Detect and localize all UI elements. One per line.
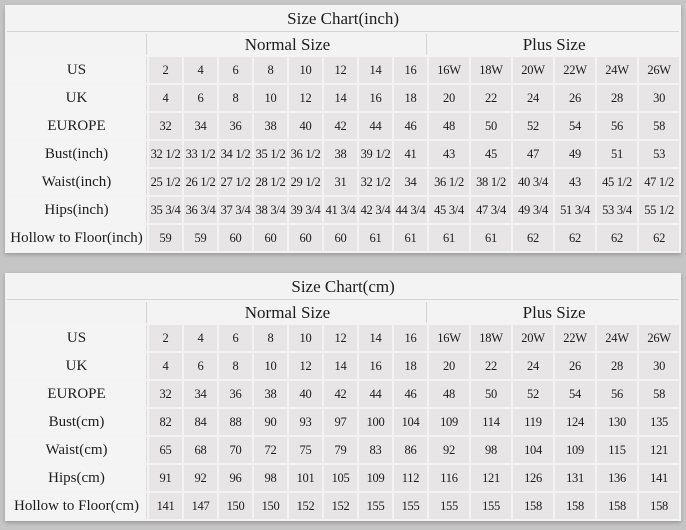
size-value-cell: 97 [324, 409, 357, 435]
size-value-cell: 52 [513, 113, 553, 139]
size-value-cell: 47 3/4 [471, 197, 511, 223]
plus-size-header: Plus Size [429, 302, 679, 323]
size-value-cell: 61 [359, 225, 392, 251]
size-value-cell: 18W [471, 325, 511, 351]
size-value-cell: 20 [429, 353, 469, 379]
row-label: Bust(inch) [7, 141, 147, 167]
size-value-cell: 44 3/4 [394, 197, 427, 223]
size-value-cell: 49 3/4 [513, 197, 553, 223]
size-value-cell: 35 1/2 [254, 141, 287, 167]
size-value-cell: 54 [555, 381, 595, 407]
size-value-cell: 155 [359, 493, 392, 519]
size-value-cell: 72 [254, 437, 287, 463]
size-value-cell: 4 [149, 353, 182, 379]
size-value-cell: 45 [471, 141, 511, 167]
size-value-cell: 150 [254, 493, 287, 519]
size-value-cell: 109 [555, 437, 595, 463]
size-value-cell: 150 [219, 493, 252, 519]
size-value-cell: 40 3/4 [513, 169, 553, 195]
size-value-cell: 116 [429, 465, 469, 491]
group-header-row [7, 34, 679, 55]
size-value-cell: 96 [219, 465, 252, 491]
size-value-cell: 155 [394, 493, 427, 519]
size-value-cell: 54 [555, 113, 595, 139]
size-value-cell: 104 [394, 409, 427, 435]
size-value-cell: 79 [324, 437, 357, 463]
size-value-cell: 32 1/2 [359, 169, 392, 195]
size-value-cell: 131 [555, 465, 595, 491]
title-row [7, 275, 679, 300]
size-value-cell: 16 [394, 325, 427, 351]
size-value-cell: 12 [324, 57, 357, 83]
row-label: Waist(cm) [7, 437, 147, 463]
size-value-cell: 61 [429, 225, 469, 251]
size-value-cell: 119 [513, 409, 553, 435]
size-value-cell: 29 1/2 [289, 169, 322, 195]
size-value-cell: 59 [184, 225, 217, 251]
size-value-cell: 22 [471, 353, 511, 379]
size-value-cell: 36 3/4 [184, 197, 217, 223]
table-row [7, 113, 679, 139]
size-value-cell: 26 [555, 85, 595, 111]
size-value-cell: 158 [513, 493, 553, 519]
group-header-row [7, 302, 679, 323]
size-value-cell: 60 [324, 225, 357, 251]
size-chart-cm-table [5, 273, 681, 521]
size-value-cell: 92 [184, 465, 217, 491]
size-value-cell: 35 3/4 [149, 197, 182, 223]
size-value-cell: 155 [471, 493, 511, 519]
size-value-cell: 62 [555, 225, 595, 251]
size-value-cell: 20W [513, 57, 553, 83]
size-value-cell: 115 [597, 437, 637, 463]
size-value-cell: 126 [513, 465, 553, 491]
size-value-cell: 84 [184, 409, 217, 435]
size-value-cell: 10 [254, 353, 287, 379]
size-value-cell: 16W [429, 325, 469, 351]
table-title: Size Chart(cm) [7, 275, 679, 300]
size-value-cell: 4 [184, 325, 217, 351]
size-value-cell: 44 [359, 113, 392, 139]
size-value-cell: 38 [324, 141, 357, 167]
table-row [7, 225, 679, 251]
size-value-cell: 70 [219, 437, 252, 463]
size-value-cell: 98 [254, 465, 287, 491]
size-value-cell: 41 3/4 [324, 197, 357, 223]
table-row [7, 493, 679, 519]
size-value-cell: 36 1/2 [429, 169, 469, 195]
size-value-cell: 53 3/4 [597, 197, 637, 223]
size-value-cell: 91 [149, 465, 182, 491]
size-value-cell: 55 1/2 [639, 197, 679, 223]
size-value-cell: 34 [184, 381, 217, 407]
size-value-cell: 36 [219, 381, 252, 407]
size-value-cell: 42 [324, 113, 357, 139]
size-value-cell: 6 [219, 325, 252, 351]
size-value-cell: 100 [359, 409, 392, 435]
size-value-cell: 2 [149, 325, 182, 351]
size-value-cell: 135 [639, 409, 679, 435]
size-value-cell: 65 [149, 437, 182, 463]
size-value-cell: 22W [555, 57, 595, 83]
size-value-cell: 20 [429, 85, 469, 111]
normal-size-header: Normal Size [149, 302, 427, 323]
size-value-cell: 6 [219, 57, 252, 83]
size-value-cell: 51 [597, 141, 637, 167]
size-value-cell: 36 1/2 [289, 141, 322, 167]
normal-size-header: Normal Size [149, 34, 427, 55]
size-chart-inch-body [7, 57, 679, 251]
size-value-cell: 112 [394, 465, 427, 491]
size-value-cell: 32 [149, 381, 182, 407]
size-value-cell: 24W [597, 325, 637, 351]
size-value-cell: 8 [219, 353, 252, 379]
table-row [7, 85, 679, 111]
size-value-cell: 27 1/2 [219, 169, 252, 195]
size-value-cell: 30 [639, 353, 679, 379]
size-value-cell: 124 [555, 409, 595, 435]
size-value-cell: 16 [394, 57, 427, 83]
size-value-cell: 62 [597, 225, 637, 251]
size-value-cell: 50 [471, 381, 511, 407]
table-row [7, 57, 679, 83]
size-value-cell: 34 [394, 169, 427, 195]
size-value-cell: 58 [639, 381, 679, 407]
size-value-cell: 59 [149, 225, 182, 251]
size-value-cell: 39 3/4 [289, 197, 322, 223]
size-value-cell: 88 [219, 409, 252, 435]
size-value-cell: 10 [289, 57, 322, 83]
size-value-cell: 28 [597, 353, 637, 379]
size-value-cell: 158 [597, 493, 637, 519]
size-value-cell: 60 [219, 225, 252, 251]
size-value-cell: 109 [359, 465, 392, 491]
size-value-cell: 12 [289, 85, 322, 111]
size-value-cell: 40 [289, 113, 322, 139]
table-row [7, 437, 679, 463]
size-value-cell: 147 [184, 493, 217, 519]
row-label: EUROPE [7, 381, 147, 407]
size-value-cell: 26 [555, 353, 595, 379]
size-value-cell: 32 [149, 113, 182, 139]
corner-cell [7, 302, 147, 323]
size-chart-inch-table [5, 5, 681, 253]
size-value-cell: 82 [149, 409, 182, 435]
size-value-cell: 56 [597, 113, 637, 139]
size-value-cell: 61 [471, 225, 511, 251]
size-value-cell: 38 [254, 113, 287, 139]
size-value-cell: 42 3/4 [359, 197, 392, 223]
size-value-cell: 26W [639, 57, 679, 83]
table-row [7, 353, 679, 379]
size-value-cell: 92 [429, 437, 469, 463]
row-label: Hollow to Floor(inch) [7, 225, 147, 251]
size-value-cell: 105 [324, 465, 357, 491]
size-value-cell: 12 [289, 353, 322, 379]
size-value-cell: 43 [555, 169, 595, 195]
size-value-cell: 31 [324, 169, 357, 195]
size-value-cell: 28 1/2 [254, 169, 287, 195]
size-value-cell: 18 [394, 85, 427, 111]
size-value-cell: 14 [324, 85, 357, 111]
size-value-cell: 24 [513, 353, 553, 379]
size-value-cell: 48 [429, 113, 469, 139]
row-label: US [7, 57, 147, 83]
row-label: UK [7, 353, 147, 379]
size-value-cell: 136 [597, 465, 637, 491]
size-value-cell: 2 [149, 57, 182, 83]
size-value-cell: 40 [289, 381, 322, 407]
size-value-cell: 14 [359, 325, 392, 351]
size-value-cell: 16 [359, 85, 392, 111]
size-value-cell: 47 [513, 141, 553, 167]
size-value-cell: 46 [394, 381, 427, 407]
size-value-cell: 10 [254, 85, 287, 111]
size-value-cell: 51 3/4 [555, 197, 595, 223]
size-value-cell: 8 [254, 57, 287, 83]
size-value-cell: 37 3/4 [219, 197, 252, 223]
corner-cell [7, 34, 147, 55]
size-value-cell: 45 3/4 [429, 197, 469, 223]
size-value-cell: 16W [429, 57, 469, 83]
size-value-cell: 158 [639, 493, 679, 519]
size-value-cell: 38 3/4 [254, 197, 287, 223]
size-value-cell: 86 [394, 437, 427, 463]
size-value-cell: 158 [555, 493, 595, 519]
size-value-cell: 121 [639, 437, 679, 463]
size-value-cell: 26 1/2 [184, 169, 217, 195]
size-value-cell: 14 [324, 353, 357, 379]
size-value-cell: 4 [149, 85, 182, 111]
size-value-cell: 62 [639, 225, 679, 251]
table-row [7, 141, 679, 167]
size-value-cell: 8 [254, 325, 287, 351]
size-value-cell: 38 [254, 381, 287, 407]
size-value-cell: 98 [471, 437, 511, 463]
size-value-cell: 93 [289, 409, 322, 435]
size-value-cell: 26W [639, 325, 679, 351]
size-value-cell: 18 [394, 353, 427, 379]
size-value-cell: 104 [513, 437, 553, 463]
size-value-cell: 60 [254, 225, 287, 251]
size-value-cell: 62 [513, 225, 553, 251]
size-value-cell: 155 [429, 493, 469, 519]
size-value-cell: 56 [597, 381, 637, 407]
size-value-cell: 4 [184, 57, 217, 83]
size-value-cell: 34 [184, 113, 217, 139]
size-value-cell: 46 [394, 113, 427, 139]
size-value-cell: 101 [289, 465, 322, 491]
table-title: Size Chart(inch) [7, 7, 679, 32]
size-value-cell: 75 [289, 437, 322, 463]
size-value-cell: 30 [639, 85, 679, 111]
table-row [7, 325, 679, 351]
size-value-cell: 90 [254, 409, 287, 435]
size-value-cell: 130 [597, 409, 637, 435]
size-value-cell: 152 [289, 493, 322, 519]
size-value-cell: 48 [429, 381, 469, 407]
table-row [7, 409, 679, 435]
row-label: Hips(cm) [7, 465, 147, 491]
size-value-cell: 60 [289, 225, 322, 251]
size-value-cell: 14 [359, 57, 392, 83]
title-row [7, 7, 679, 32]
table-row [7, 197, 679, 223]
size-value-cell: 8 [219, 85, 252, 111]
size-value-cell: 36 [219, 113, 252, 139]
row-label: UK [7, 85, 147, 111]
size-value-cell: 43 [429, 141, 469, 167]
size-value-cell: 28 [597, 85, 637, 111]
size-value-cell: 39 1/2 [359, 141, 392, 167]
size-value-cell: 38 1/2 [471, 169, 511, 195]
size-value-cell: 20W [513, 325, 553, 351]
size-value-cell: 41 [394, 141, 427, 167]
row-label: EUROPE [7, 113, 147, 139]
size-value-cell: 68 [184, 437, 217, 463]
size-value-cell: 22W [555, 325, 595, 351]
size-value-cell: 42 [324, 381, 357, 407]
size-value-cell: 22 [471, 85, 511, 111]
size-value-cell: 58 [639, 113, 679, 139]
size-value-cell: 16 [359, 353, 392, 379]
size-value-cell: 24 [513, 85, 553, 111]
row-label: Waist(inch) [7, 169, 147, 195]
row-label: Hollow to Floor(cm) [7, 493, 147, 519]
size-value-cell: 52 [513, 381, 553, 407]
table-row [7, 169, 679, 195]
row-label: Hips(inch) [7, 197, 147, 223]
size-value-cell: 50 [471, 113, 511, 139]
size-chart-cm-body [7, 325, 679, 519]
size-value-cell: 53 [639, 141, 679, 167]
size-value-cell: 47 1/2 [639, 169, 679, 195]
table-row [7, 381, 679, 407]
size-value-cell: 25 1/2 [149, 169, 182, 195]
size-value-cell: 34 1/2 [219, 141, 252, 167]
table-row [7, 465, 679, 491]
size-value-cell: 6 [184, 85, 217, 111]
size-value-cell: 152 [324, 493, 357, 519]
row-label: Bust(cm) [7, 409, 147, 435]
size-value-cell: 24W [597, 57, 637, 83]
size-value-cell: 32 1/2 [149, 141, 182, 167]
size-value-cell: 33 1/2 [184, 141, 217, 167]
size-value-cell: 141 [149, 493, 182, 519]
size-value-cell: 49 [555, 141, 595, 167]
row-label: US [7, 325, 147, 351]
size-value-cell: 6 [184, 353, 217, 379]
size-value-cell: 10 [289, 325, 322, 351]
size-value-cell: 18W [471, 57, 511, 83]
size-value-cell: 109 [429, 409, 469, 435]
plus-size-header: Plus Size [429, 34, 679, 55]
size-value-cell: 44 [359, 381, 392, 407]
size-value-cell: 12 [324, 325, 357, 351]
size-value-cell: 114 [471, 409, 511, 435]
size-value-cell: 61 [394, 225, 427, 251]
size-value-cell: 121 [471, 465, 511, 491]
size-value-cell: 83 [359, 437, 392, 463]
size-value-cell: 141 [639, 465, 679, 491]
size-value-cell: 45 1/2 [597, 169, 637, 195]
